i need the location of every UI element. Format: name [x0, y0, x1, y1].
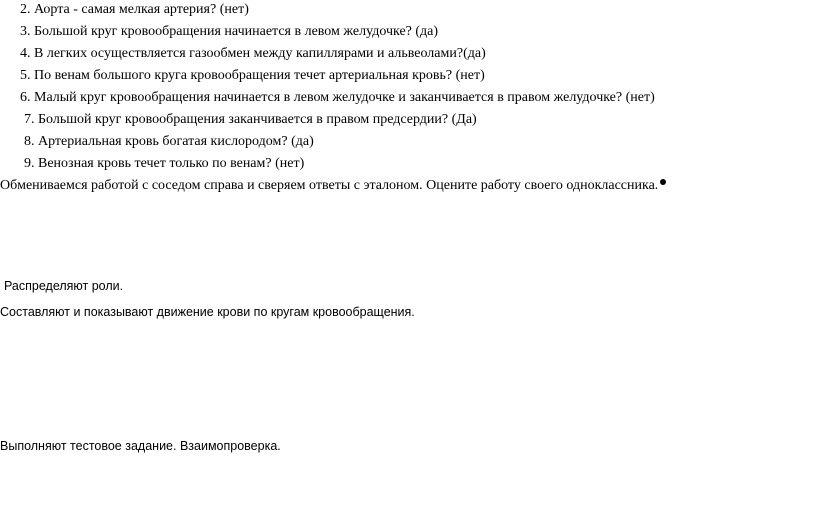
question-2: 2. Аорта - самая мелкая артерия? (нет) — [20, 2, 249, 17]
instruction-line — [0, 178, 666, 194]
activity-test: Выполняют тестовое задание. Взаимопроверка. — [0, 439, 281, 453]
bullet-icon — [660, 179, 666, 185]
question-4: 4. В легких осуществляется газообмен между капиллярами и альвеолами?(да) — [20, 46, 486, 61]
activity-circulation: Составляют и показывают движение крови по кругам кровообращения. — [0, 305, 415, 319]
question-8: 8. Артериальная кровь богатая кислородом? (да) — [24, 134, 314, 149]
question-3: 3. Большой круг кровообращения начинается в левом желудочке? (да) — [20, 24, 439, 39]
question-7: 7. Большой круг кровообращения заканчивается в правом предсердии? (Да) — [24, 112, 477, 127]
question-6: 6. Малый круг кровообращения начинается в левом желудочке и заканчивается в правом желудочке? (нет) — [20, 90, 655, 105]
activity-roles: Распределяют роли. — [4, 279, 124, 293]
instruction-text: Обмениваемся работой с соседом справа и сверяем ответы с эталоном. Оцените работу своего одноклассника. — [0, 178, 659, 193]
question-5: 5. По венам большого круга кровообращения течет артериальная кровь? (нет) — [20, 68, 485, 83]
question-9: 9. Венозная кровь течет только по венам? (нет) — [24, 156, 305, 171]
